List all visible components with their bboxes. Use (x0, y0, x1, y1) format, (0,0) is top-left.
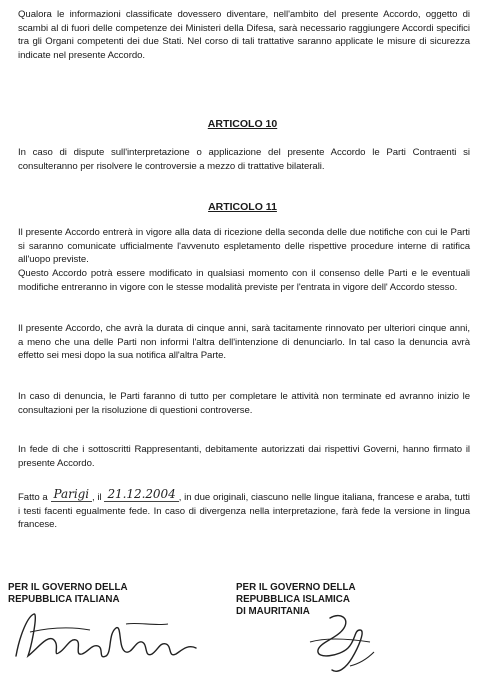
article-10-text: In caso di dispute sull'interpretazione o applicazione del presente Accordo le Parti Contraenti si consulteranno per risolvere le controversie a mezzo di trattative bilaterali. (18, 147, 470, 172)
intro-paragraph: Qualora le informazioni classificate dovessero diventare, nell'ambito del presente Accordo, oggetto di scambi al di fuori delle competenze dei Ministeri della Difesa, sarà necessario raggiungere Accordi specifici tra gli Organi competenti dei due Stati. Nel corso di tali trattative saranno applicate le misure di sicurezza indicate nel presente Accordo. (18, 9, 470, 61)
witness-paragraph: In fede di che i sottoscritti Rappresentanti, debitamente autorizzati dai rispettivi Governi, hanno firmato il presente Accordo. (18, 444, 470, 469)
article-11-paragraph-3: Il presente Accordo, che avrà la durata di cinque anni, sarà tacitamente rinnovato per ulteriori cinque anni, a meno che una delle Parti non informi l'altra dell'intenzione di denunciarlo. In tal caso la denuncia avrà effetto sei mesi dopo la sua notifica all'altra Parte. (18, 323, 470, 361)
article-11-paragraph-2: Questo Accordo potrà essere modificato in qualsiasi momento con il consenso delle Parti e le eventuali modifiche entreranno in vigore con le stesse modalità previste per l'entrata in vigore dell' Accordo stesso. (18, 268, 470, 293)
mauritania-signature-icon (300, 608, 390, 678)
italy-signature-icon (8, 604, 208, 674)
done-separator: , il (92, 492, 102, 503)
done-suffix: , in due originali, ciascuno nelle lingue italiana, francese e araba, tutti i testi facenti egualmente fede. In caso di divergenza nella interpretazione, farà fede la versione in lingua francese. (18, 492, 470, 530)
handwritten-date: 21.12.2004 (104, 487, 178, 502)
done-prefix: Fatto a (18, 492, 48, 503)
article-10-heading: ARTICOLO 10 (207, 118, 278, 130)
italy-signature-block (8, 582, 128, 606)
article-11-paragraph-1: Il presente Accordo entrerà in vigore alla data di ricezione della seconda delle due notifiche con cui le Parti si saranno comunicate ufficialmente l'avvenuto espletamento delle rispettive procedure interne di ratifica all'uopo previste. (18, 227, 470, 265)
done-at-paragraph (18, 487, 470, 532)
article-11-heading: ARTICOLO 11 (208, 201, 277, 213)
handwritten-place: Parigi (51, 487, 92, 502)
article-11-paragraph-4: In caso di denuncia, le Parti faranno di tutto per completare le attività non terminate ed avranno inizio le consultazioni per la risoluzione di questioni controverse. (18, 391, 470, 416)
mauritania-gov-line-2: REPUBBLICA ISLAMICA (236, 594, 350, 605)
mauritania-gov-line-3: DI MAURITANIA (236, 606, 310, 617)
mauritania-gov-line-1: PER IL GOVERNO DELLA (236, 582, 356, 593)
italy-gov-line-1: PER IL GOVERNO DELLA (8, 582, 128, 593)
italy-gov-line-2: REPUBBLICA ITALIANA (8, 594, 120, 605)
